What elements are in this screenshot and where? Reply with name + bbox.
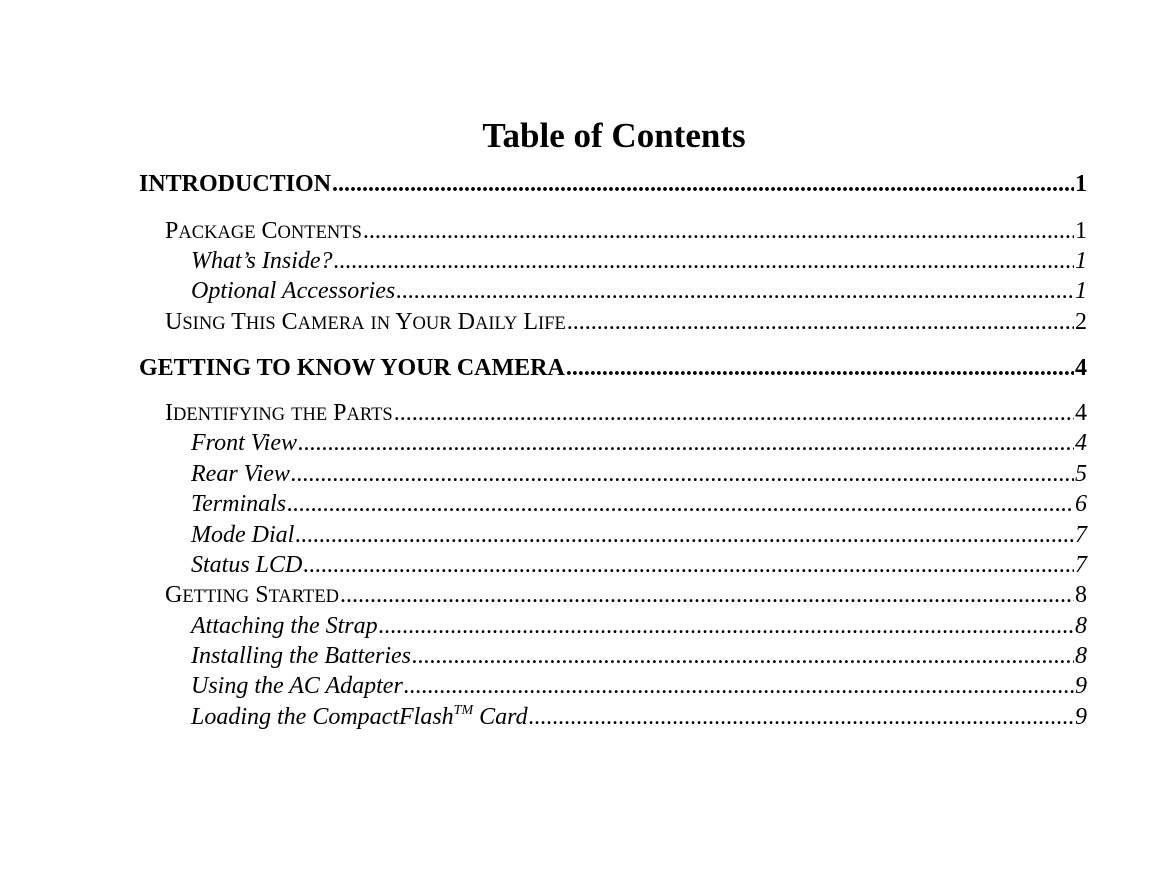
toc-entry-label: IDENTIFYING THE PARTS bbox=[165, 400, 393, 426]
toc-dot-leader bbox=[291, 461, 1074, 488]
toc-page-number: 1 bbox=[1075, 278, 1087, 304]
toc-entry-front-view[interactable] bbox=[191, 430, 1087, 457]
toc-entry-label-after: Card bbox=[473, 704, 528, 730]
toc-page-number: 1 bbox=[1075, 248, 1087, 274]
toc-dot-leader bbox=[529, 704, 1074, 731]
toc-page-number: 7 bbox=[1075, 522, 1087, 548]
toc-page-number: 1 bbox=[1075, 171, 1087, 197]
toc-dot-leader bbox=[363, 218, 1074, 245]
toc-entry-introduction[interactable] bbox=[139, 171, 1087, 198]
toc-dot-leader bbox=[404, 673, 1074, 700]
toc-dot-leader bbox=[412, 643, 1074, 670]
toc-entry-terminals[interactable] bbox=[191, 491, 1087, 518]
toc-page-number: 8 bbox=[1075, 613, 1087, 639]
toc-entry-label: Optional Accessories bbox=[191, 278, 396, 304]
toc-entry-attaching-strap[interactable] bbox=[191, 613, 1087, 640]
toc-dot-leader bbox=[567, 309, 1074, 336]
toc-page-number: 8 bbox=[1075, 582, 1087, 608]
toc-page-number: 2 bbox=[1075, 309, 1087, 335]
toc-page-number: 4 bbox=[1075, 355, 1087, 381]
toc-entry-ac-adapter[interactable] bbox=[191, 673, 1087, 700]
toc-page-number: 9 bbox=[1075, 704, 1087, 730]
toc-dot-leader bbox=[379, 613, 1074, 640]
toc-entry-using-this-camera[interactable] bbox=[165, 309, 1087, 336]
toc-entry-optional-accessories[interactable] bbox=[191, 278, 1087, 305]
toc-dot-leader bbox=[303, 552, 1074, 579]
toc-page-number: 7 bbox=[1075, 552, 1087, 578]
toc-entry-label: Front View bbox=[191, 430, 297, 456]
toc-entry-getting-started[interactable] bbox=[165, 582, 1087, 609]
toc-entry-rear-view[interactable] bbox=[191, 461, 1087, 488]
toc-entry-label: Rear View bbox=[191, 461, 290, 487]
toc-entry-label: Installing the Batteries bbox=[191, 643, 411, 669]
toc-entry-identifying-parts[interactable] bbox=[165, 400, 1087, 427]
toc-entry-label: PACKAGE CONTENTS bbox=[165, 218, 362, 244]
toc-entry-label: USING THIS CAMERA IN YOUR DAILY LIFE bbox=[165, 309, 566, 335]
toc-page-number: 5 bbox=[1075, 461, 1087, 487]
toc-page-number: 6 bbox=[1075, 491, 1087, 517]
toc-dot-leader bbox=[295, 522, 1074, 549]
toc-page-number: 4 bbox=[1075, 430, 1087, 456]
toc-entry-compactflash[interactable] bbox=[191, 704, 1087, 731]
page-title: Table of Contents bbox=[482, 116, 746, 155]
toc-entry-mode-dial[interactable] bbox=[191, 522, 1087, 549]
toc-dot-leader bbox=[334, 248, 1074, 275]
toc-entry-label: What’s Inside? bbox=[191, 248, 333, 274]
toc-page-number: 8 bbox=[1075, 643, 1087, 669]
toc-entry-label: GETTING TO KNOW YOUR CAMERA bbox=[139, 355, 565, 381]
toc-dot-leader bbox=[332, 171, 1074, 198]
toc-dot-leader bbox=[298, 430, 1074, 457]
toc-dot-leader bbox=[394, 400, 1074, 427]
toc-entry-label: GETTING STARTED bbox=[165, 582, 339, 608]
toc-entry-package-contents[interactable] bbox=[165, 218, 1087, 245]
toc-dot-leader bbox=[566, 355, 1074, 382]
toc-page-number: 1 bbox=[1075, 218, 1087, 244]
toc-entry-label bbox=[191, 704, 528, 731]
toc-entry-getting-to-know[interactable] bbox=[139, 355, 1087, 382]
toc-entry-label: Using the AC Adapter bbox=[191, 673, 403, 699]
toc-entry-whats-inside[interactable] bbox=[191, 248, 1087, 275]
trademark-sup: TM bbox=[453, 703, 474, 718]
toc-entry-label: Attaching the Strap bbox=[191, 613, 378, 639]
toc-entry-label: Status LCD bbox=[191, 552, 303, 578]
toc-page-number: 9 bbox=[1075, 673, 1087, 699]
toc-page-number: 4 bbox=[1075, 400, 1087, 426]
toc-entry-installing-batteries[interactable] bbox=[191, 643, 1087, 670]
toc-entry-status-lcd[interactable] bbox=[191, 552, 1087, 579]
toc-entry-label: Terminals bbox=[191, 491, 287, 517]
toc-entry-label: Mode Dial bbox=[191, 522, 295, 548]
toc-entry-label: INTRODUCTION bbox=[139, 171, 332, 197]
toc-entry-label-main: Loading the CompactFlash bbox=[191, 704, 454, 730]
toc-dot-leader bbox=[287, 491, 1074, 518]
toc-dot-leader bbox=[340, 582, 1074, 609]
toc-dot-leader bbox=[396, 278, 1074, 305]
